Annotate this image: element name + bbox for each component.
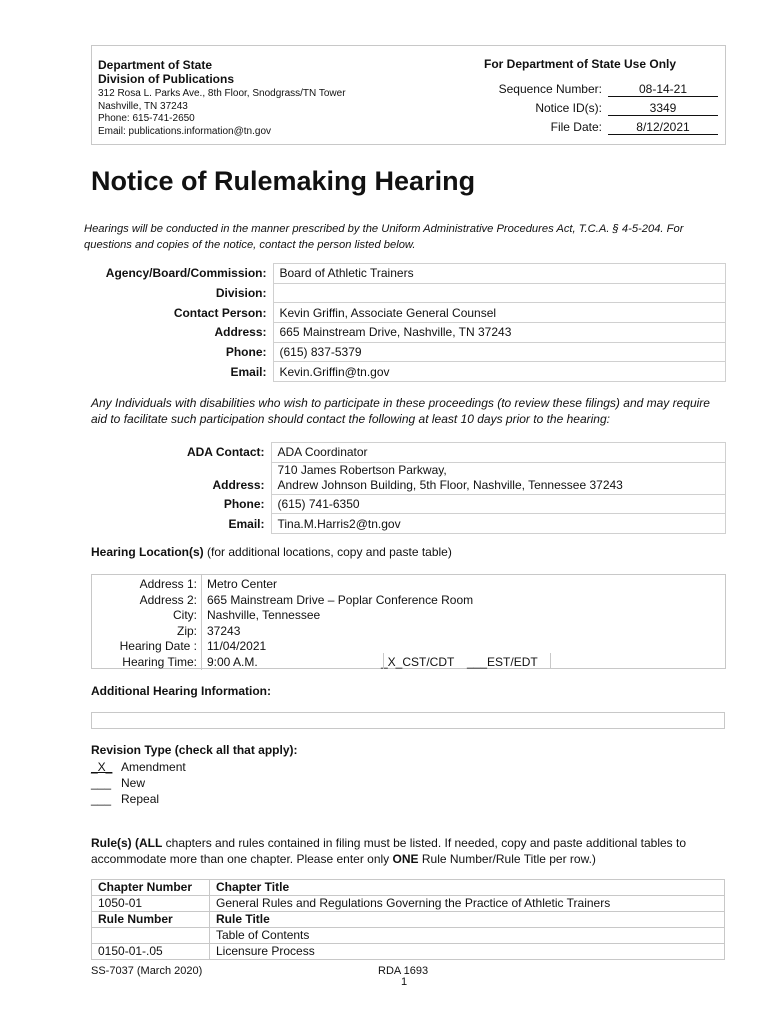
ada-address-line2: Andrew Johnson Building, 5th Floor, Nashville, Tennessee 37243 xyxy=(277,478,623,493)
rule-row xyxy=(92,944,725,960)
revision-new-label: New xyxy=(121,776,146,790)
ada-contact-value: ADA Coordinator xyxy=(271,443,726,463)
chapter-title: General Rules and Regulations Governing the Practice of Athletic Trainers xyxy=(210,896,725,912)
ada-address-label: Address: xyxy=(91,462,271,494)
agency-table xyxy=(91,263,726,382)
hearing-date-label: Hearing Date : xyxy=(119,639,197,653)
department-name: Department of State xyxy=(98,58,213,72)
contact-address-label: Address: xyxy=(91,323,273,343)
contact-email-value: Kevin.Griffin@tn.gov xyxy=(273,362,726,382)
ada-address-line1: 710 James Robertson Parkway, xyxy=(277,463,447,478)
rule-title: Licensure Process xyxy=(210,944,725,960)
form-number: SS-7037 (March 2020) xyxy=(91,965,203,977)
division-row xyxy=(91,283,726,303)
department-info xyxy=(98,58,346,138)
contact-email-row xyxy=(91,362,726,382)
timezone-cell xyxy=(383,653,551,669)
hearing-location-note: (for additional locations, copy and paste table) xyxy=(203,545,452,559)
contact-email-label: Email: xyxy=(91,362,273,382)
intro-text: Hearings will be conducted in the manner prescribed by the Uniform Administrative Procedures Act, T.C.A. § 4-5-204. For questions and copies of the notice, contact the person listed below. xyxy=(84,223,684,251)
notice-id-row xyxy=(470,101,720,118)
timezone-est: ___EST/EDT xyxy=(467,654,538,669)
notice-id-label: Notice ID(s): xyxy=(535,101,602,115)
rules-one: ONE xyxy=(392,851,419,866)
revision-new xyxy=(91,775,186,791)
rule-row xyxy=(92,928,725,944)
hearing-address1-row xyxy=(92,577,725,593)
hearing-address1-label: Address 1: xyxy=(139,577,197,591)
department-address: 312 Rosa L. Parks Ave., 8th Floor, Snodgrass/TN Tower xyxy=(98,88,346,99)
rules-label: Rule(s) ( xyxy=(91,836,139,850)
agency-label: Agency/Board/Commission: xyxy=(91,264,273,284)
ada-email-row xyxy=(91,514,726,534)
division-value xyxy=(273,283,726,303)
contact-address-row xyxy=(91,323,726,343)
revision-repeal xyxy=(91,791,186,807)
agency-row xyxy=(91,264,726,284)
hearing-time-value: 9:00 A.M. xyxy=(207,654,258,669)
sequence-number-label: Sequence Number: xyxy=(498,82,602,96)
file-date-label: File Date: xyxy=(550,120,602,134)
hearing-city-label: City: xyxy=(173,608,197,622)
contact-person-row xyxy=(91,303,726,323)
ada-contact-row xyxy=(91,443,726,463)
rda-number: RDA 1693 xyxy=(378,965,429,977)
hearing-time-label: Hearing Time: xyxy=(122,654,197,669)
chapter-number: 1050-01 xyxy=(92,896,210,912)
rules-all: ALL xyxy=(139,836,163,850)
use-only-heading: For Department of State Use Only xyxy=(484,57,677,71)
rules-table xyxy=(91,879,725,960)
file-date-value: 8/12/2021 xyxy=(608,120,718,135)
ada-table xyxy=(91,442,726,534)
sequence-number-row xyxy=(470,82,720,99)
ada-address-value xyxy=(271,462,726,494)
department-phone: Phone: 615-741-2650 xyxy=(98,113,195,124)
rules-instruction-end: Rule Number/Rule Title per row.) xyxy=(418,851,596,866)
sequence-number-value: 08-14-21 xyxy=(608,82,718,97)
rule-number xyxy=(92,928,210,944)
division-name: Division of Publications xyxy=(98,72,235,86)
department-city: Nashville, TN 37243 xyxy=(98,100,188,112)
hearing-address1-value: Metro Center xyxy=(207,577,278,591)
contact-address-value: 665 Mainstream Drive, Nashville, TN 37243 xyxy=(273,323,726,343)
contact-phone-label: Phone: xyxy=(91,342,273,362)
page-number: 1 xyxy=(401,976,408,988)
hearing-city-row xyxy=(92,608,725,624)
notice-id-value: 3349 xyxy=(608,101,718,116)
additional-info-box xyxy=(91,712,725,729)
chapter-row xyxy=(92,896,725,912)
division-label: Division: xyxy=(91,283,273,303)
hearing-location-title: Hearing Location(s) xyxy=(91,545,204,559)
ada-address-row xyxy=(91,462,726,494)
revision-repeal-mark: ___ xyxy=(91,792,112,806)
hearing-zip-row xyxy=(92,624,725,640)
ada-email-value: Tina.M.Harris2@tn.gov xyxy=(271,514,726,534)
revision-new-mark: ___ xyxy=(91,776,112,790)
hearing-city-value: Nashville, Tennessee xyxy=(207,608,321,622)
revision-amendment xyxy=(91,759,186,775)
ada-contact-label: ADA Contact: xyxy=(91,443,271,463)
rule-title: Table of Contents xyxy=(210,928,725,944)
chapter-title-header: Chapter Title xyxy=(210,880,725,896)
chapter-header-row xyxy=(92,880,725,896)
revision-type-list xyxy=(91,759,186,807)
rules-instruction-mid: chapters and rules contained in filing must be listed. If needed, copy and paste additional tables to accommodate more than one chapter. Please enter only xyxy=(91,836,686,866)
timezone-cst: _X_CST/CDT xyxy=(381,654,455,669)
hearing-date-value: 11/04/2021 xyxy=(207,639,267,653)
hearing-location-heading xyxy=(91,545,452,559)
contact-phone-row xyxy=(91,342,726,362)
rule-header-row xyxy=(92,912,725,928)
hearing-address2-label: Address 2: xyxy=(139,592,197,607)
revision-repeal-label: Repeal xyxy=(121,792,160,806)
page-title: Notice of Rulemaking Hearing xyxy=(91,166,476,196)
contact-person-label: Contact Person: xyxy=(91,303,273,323)
revision-type-heading: Revision Type (check all that apply): xyxy=(91,743,298,757)
ada-phone-value: (615) 741-6350 xyxy=(271,494,726,514)
revision-amendment-label: Amendment xyxy=(121,760,186,774)
hearing-address2-row xyxy=(92,593,725,609)
hearing-zip-value: 37243 xyxy=(207,623,241,638)
agency-value: Board of Athletic Trainers xyxy=(273,264,726,284)
hearing-zip-label: Zip: xyxy=(176,623,197,638)
hearing-address2-value: 665 Mainstream Drive – Poplar Conference Room xyxy=(207,592,474,607)
rules-instructions xyxy=(91,836,726,867)
revision-amendment-mark: _X_ xyxy=(91,760,113,774)
contact-person-value: Kevin Griffin, Associate General Counsel xyxy=(273,303,726,323)
additional-info-heading: Additional Hearing Information: xyxy=(91,684,271,698)
rule-number: 0150-01-.05 xyxy=(92,944,210,960)
contact-phone-value: (615) 837-5379 xyxy=(273,342,726,362)
ada-email-label: Email: xyxy=(91,514,271,534)
rule-title-header: Rule Title xyxy=(210,912,725,928)
department-email: Email: publications.information@tn.gov xyxy=(98,125,272,137)
file-date-row xyxy=(470,120,720,137)
ada-phone-label: Phone: xyxy=(91,494,271,514)
rule-number-header: Rule Number xyxy=(92,912,210,928)
disability-text: Any Individuals with disabilities who wish to participate in these proceedings (to review these filings) and may require aid to facilitate such participation should contact the following at least 10 days prior to the hearing: xyxy=(91,396,710,426)
chapter-number-header: Chapter Number xyxy=(92,880,210,896)
hearing-location-table xyxy=(91,574,726,669)
ada-phone-row xyxy=(91,494,726,514)
